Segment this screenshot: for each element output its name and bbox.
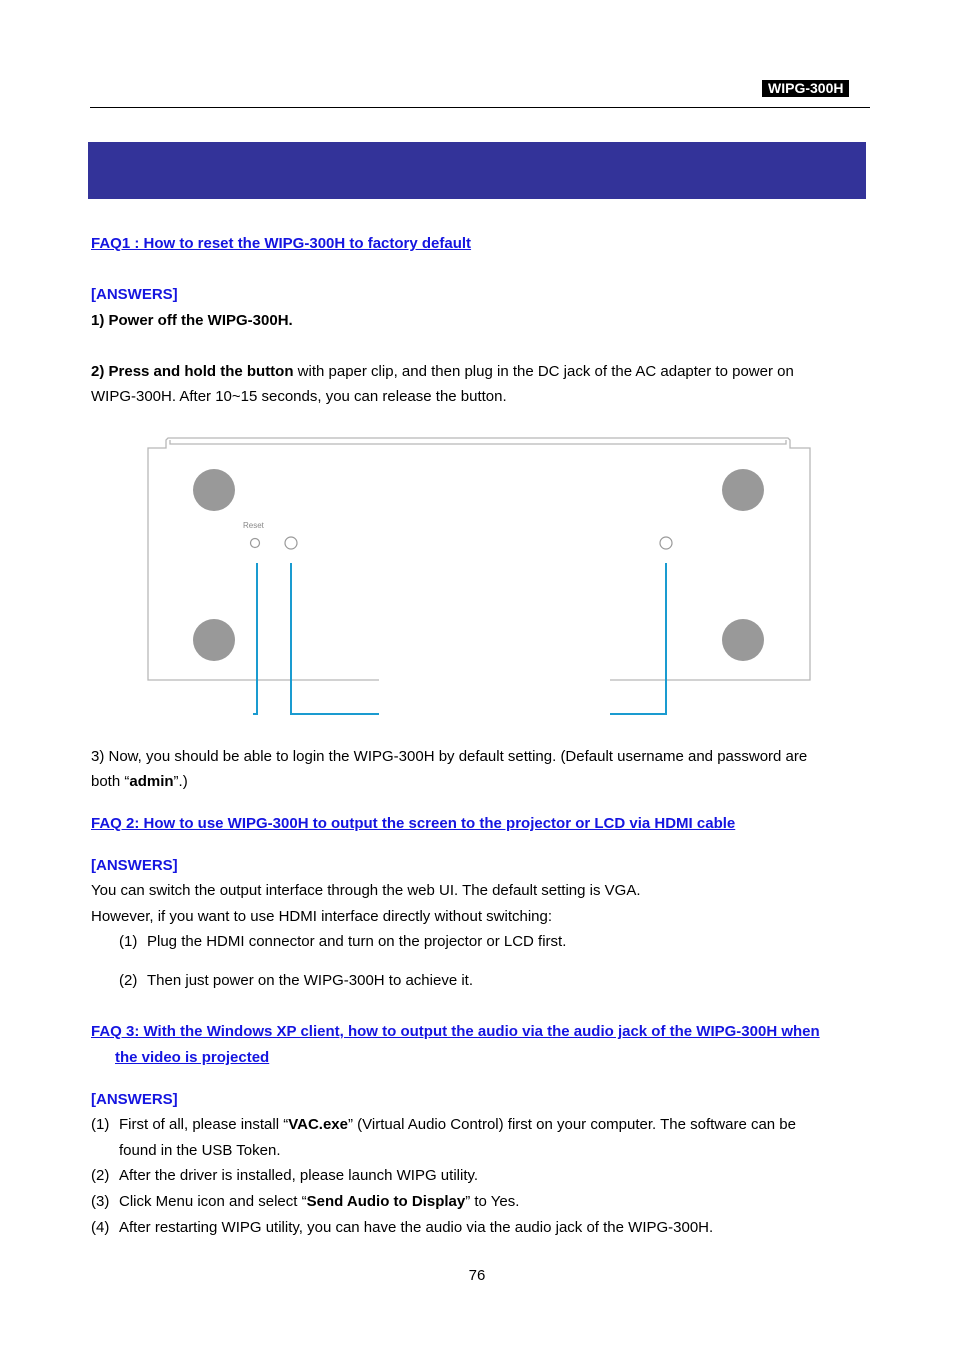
faq3-question-line2[interactable] xyxy=(115,1049,269,1066)
faq3-item-1 xyxy=(91,1112,796,1137)
faq1-step3-line1: 3) Now, you should be able to login the WIPG-300H by default setting. (Default username and password are xyxy=(91,748,808,765)
faq1-step2-bold: 2) Press and hold the button xyxy=(91,363,294,380)
led-indicator-icon xyxy=(285,537,297,549)
faq3-item-3-num: (3) xyxy=(91,1193,110,1210)
faq1-link[interactable]: FAQ1 : How to reset the WIPG-300H to factory default xyxy=(91,235,472,252)
faq1-step2-rest: with paper clip, and then plug in the DC jack of the AC adapter to power on xyxy=(293,363,794,380)
faq3-item-3 xyxy=(91,1189,519,1214)
foot-top-left-icon xyxy=(193,469,235,511)
faq3-item-4 xyxy=(91,1215,713,1240)
faq2-link[interactable]: FAQ 2: How to use WIPG-300H to output the screen to the projector or LCD via HDMI cable xyxy=(91,815,736,832)
faq3-item-1-line2: found in the USB Token. xyxy=(119,1142,281,1159)
faq1-step3-line2 xyxy=(91,769,188,794)
faq3-item-3-pre: Click Menu icon and select “ xyxy=(119,1193,307,1210)
faq2-item-1 xyxy=(119,929,566,954)
faq2-item-1-text: Plug the HDMI connector and turn on the projector or LCD first. xyxy=(147,933,567,950)
faq3-item-2-num: (2) xyxy=(91,1167,110,1184)
led-indicator-right-icon xyxy=(660,537,672,549)
faq2-answers-label: [ANSWERS] xyxy=(91,857,178,874)
faq2-item-2-num: (2) xyxy=(119,972,138,989)
faq1-step3-bold: admin xyxy=(129,773,174,790)
faq3-item-4-text: After restarting WIPG utility, you can have the audio via the audio jack of the WIPG-300H. xyxy=(119,1219,714,1236)
section-title-band xyxy=(88,142,866,199)
faq1-answers-label: [ANSWERS] xyxy=(91,286,178,303)
faq2-line2: However, if you want to use HDMI interface directly without switching: xyxy=(91,908,553,925)
faq3-item-4-num: (4) xyxy=(91,1219,110,1236)
faq3-answers-label: [ANSWERS] xyxy=(91,1091,178,1108)
faq1-step3-pre: both “ xyxy=(91,773,130,790)
faq3-item-3-post: ” to Yes. xyxy=(465,1193,520,1210)
faq3-link-line1[interactable]: FAQ 3: With the Windows XP client, how to output the audio via the audio jack of the WIPG-300H when xyxy=(91,1023,820,1040)
foot-bottom-left-icon xyxy=(193,619,235,661)
faq2-item-2-text: Then just power on the WIPG-300H to achieve it. xyxy=(147,972,473,989)
page-number: 76 xyxy=(468,1267,486,1284)
faq1-step2 xyxy=(91,359,794,384)
faq3-link-line2[interactable]: the video is projected xyxy=(115,1049,270,1066)
model-badge: WIPG-300H xyxy=(762,80,849,97)
faq2-item-2 xyxy=(119,968,473,993)
foot-bottom-right-icon xyxy=(722,619,764,661)
callout-line-led-right xyxy=(610,563,666,714)
faq2-item-1-num: (1) xyxy=(119,933,138,950)
faq1-step2-line2: WIPG-300H. After 10~15 seconds, you can release the button. xyxy=(91,388,507,405)
faq3-question-line1[interactable] xyxy=(91,1023,820,1040)
faq1-step1: 1) Power off the WIPG-300H. xyxy=(91,312,293,329)
faq2-line1: You can switch the output interface through the web UI. The default setting is VGA. xyxy=(91,882,641,899)
faq3-item-2-text: After the driver is installed, please launch WIPG utility. xyxy=(119,1167,479,1184)
faq1-question[interactable] xyxy=(91,235,471,252)
header-divider xyxy=(90,107,870,108)
faq3-item-2 xyxy=(91,1163,478,1188)
faq3-item-1-num: (1) xyxy=(91,1116,110,1133)
reset-hole-icon xyxy=(251,539,260,548)
faq3-item-3-bold: Send Audio to Display xyxy=(306,1193,466,1210)
callout-line-led xyxy=(291,563,379,714)
callout-line-reset xyxy=(253,563,257,714)
device-bottom-diagram xyxy=(140,432,820,722)
faq3-item-1-pre: First of all, please install “ xyxy=(119,1116,289,1133)
faq1-step3-post: ”.) xyxy=(173,773,188,790)
reset-label: Reset xyxy=(243,521,264,530)
foot-top-right-icon xyxy=(722,469,764,511)
faq2-question[interactable] xyxy=(91,815,735,832)
faq3-item-1-post: ” (Virtual Audio Control) first on your computer. The software can be xyxy=(348,1116,796,1133)
faq3-item-1-bold: VAC.exe xyxy=(288,1116,348,1133)
